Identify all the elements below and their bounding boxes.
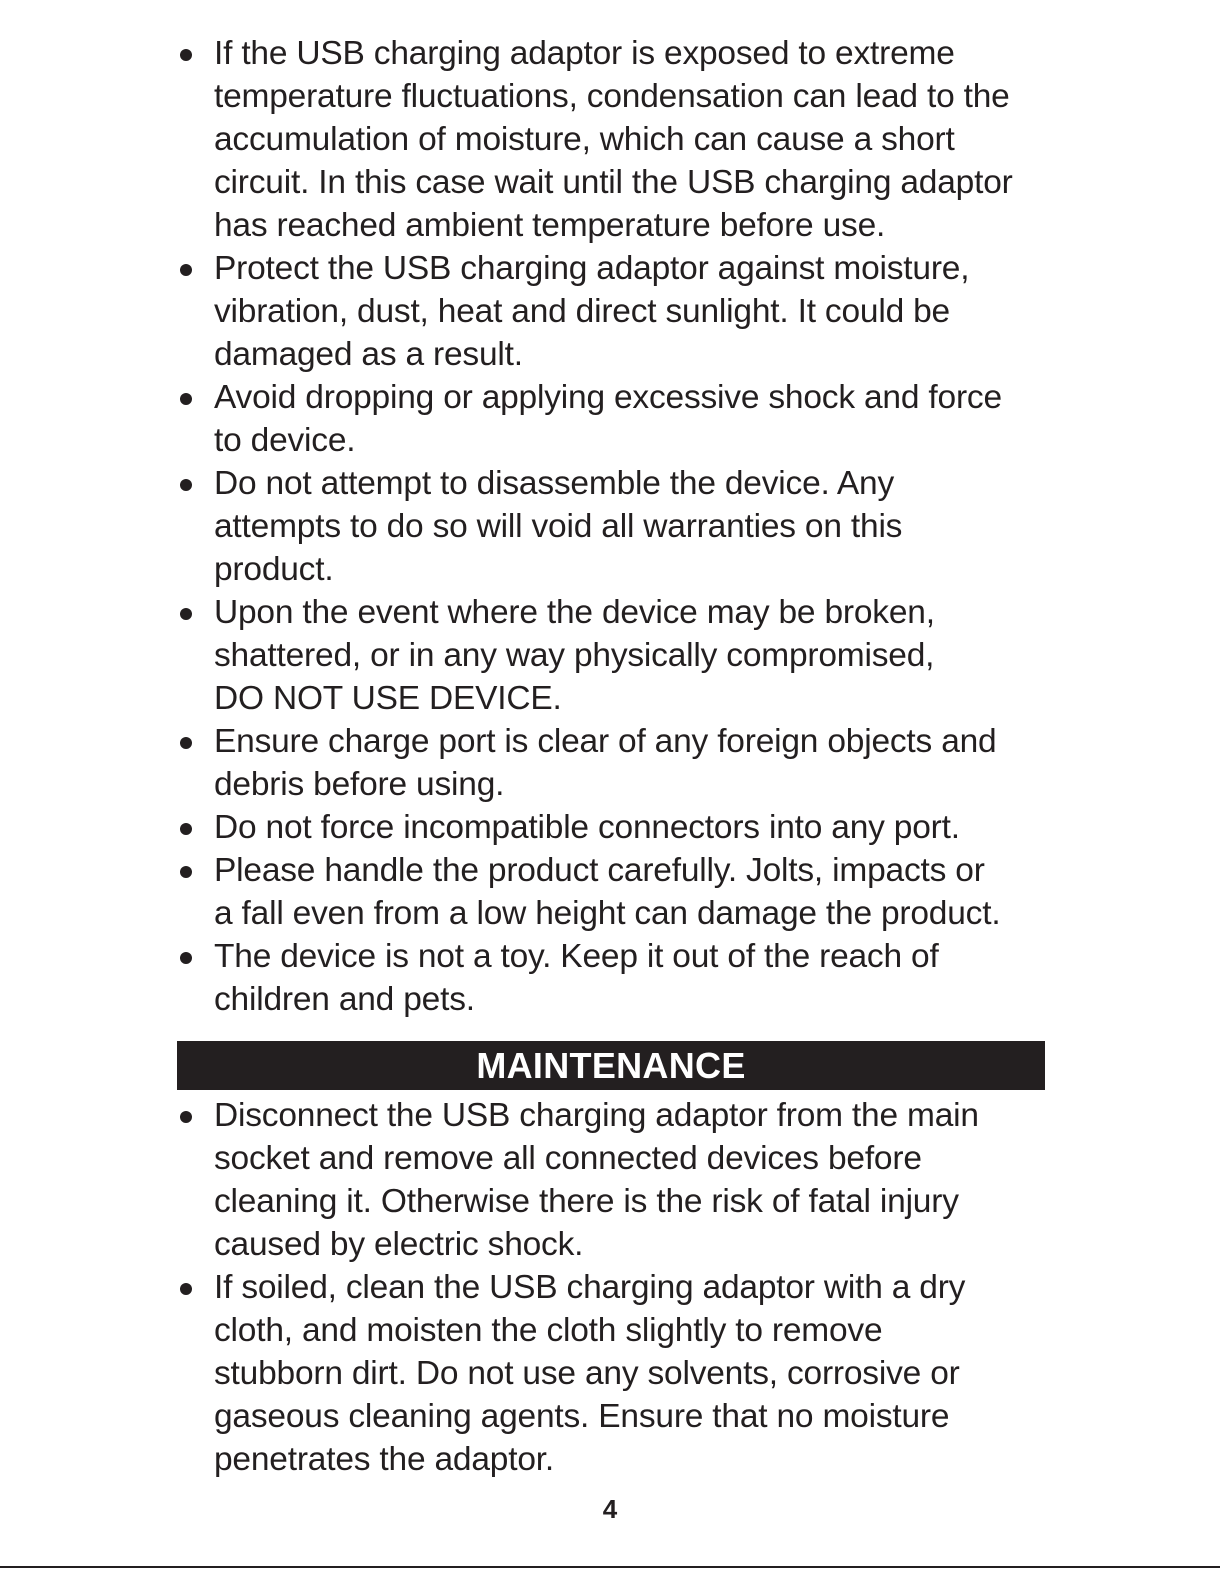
list-item: If the USB charging adaptor is exposed to extreme temperature fluctuations, condensation can lead to the accumulation of moisture, which can cause a short circuit. In this case wait until the USB charging adaptor has reached ambient temperature before use.	[177, 32, 1045, 247]
list-item: Avoid dropping or applying excessive shock and force to device.	[177, 376, 1045, 462]
list-item: Protect the USB charging adaptor against moisture, vibration, dust, heat and direct sunlight. It could be damaged as a result.	[177, 247, 1045, 376]
maintenance-heading-text: MAINTENANCE	[476, 1044, 746, 1086]
manual-page	[177, 32, 1045, 1481]
list-item: Please handle the product carefully. Jolts, impacts or a fall even from a low height can damage the product.	[177, 849, 1045, 935]
list-item: Do not force incompatible connectors into any port.	[177, 806, 1045, 849]
list-item: The device is not a toy. Keep it out of the reach of children and pets.	[177, 935, 1045, 1021]
safety-list	[177, 32, 1045, 1021]
maintenance-heading	[177, 1041, 1045, 1090]
bottom-rule	[0, 1566, 1220, 1568]
list-item: If soiled, clean the USB charging adaptor with a dry cloth, and moisten the cloth slightly to remove stubborn dirt. Do not use any solvents, corrosive or gaseous cleaning agents. Ensure that no moisture penetrates the adaptor.	[177, 1266, 1045, 1481]
list-item: Ensure charge port is clear of any foreign objects and debris before using.	[177, 720, 1045, 806]
list-item: Disconnect the USB charging adaptor from the main socket and remove all connected devices before cleaning it. Otherwise there is the risk of fatal injury caused by electric shock.	[177, 1094, 1045, 1266]
list-item: Do not attempt to disassemble the device. Any attempts to do so will void all warranties on this product.	[177, 462, 1045, 591]
list-item: Upon the event where the device may be broken, shattered, or in any way physically compromised, DO NOT USE DEVICE.	[177, 591, 1045, 720]
maintenance-list	[177, 1094, 1045, 1481]
page-number: 4	[602, 1494, 618, 1524]
